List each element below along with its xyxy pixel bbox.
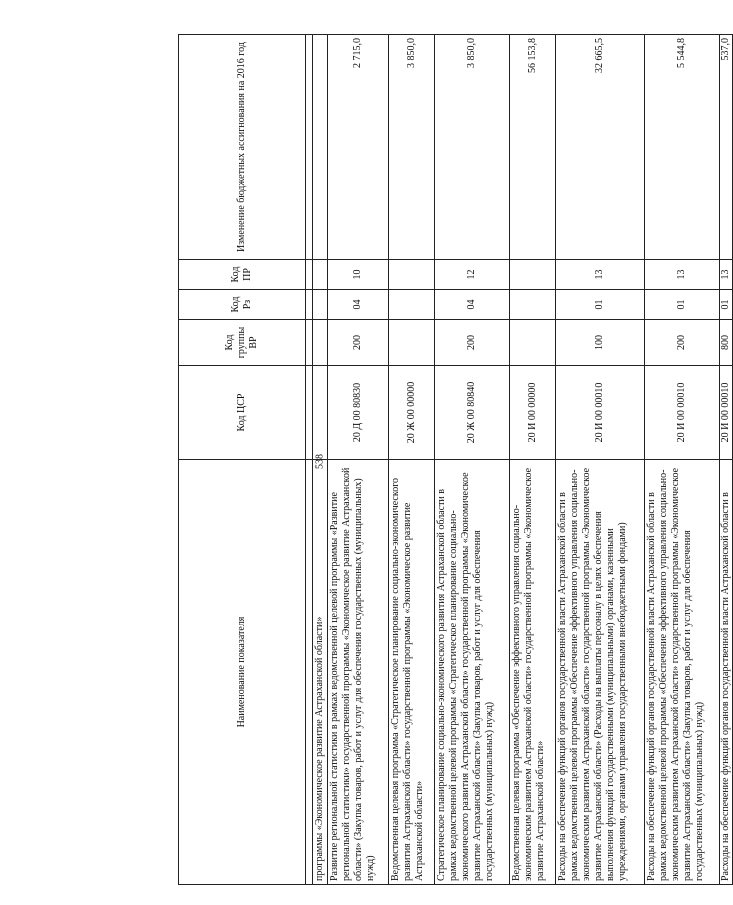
row-name: Расходы на обеспечение функций органов государственной власти Астраханской области в рамках ведомственной целевой программы «Обеспечение эффективного управления социально-экономическим развитием Астраханской области» государственной программы «Экономическое развитие Астраханской области» (Расходы на выплаты персоналу в целях обеспечения выполнения функций государственными (муниципальными) органами, казенными учреждениями, органами управления государственными внебюджетными фондами) bbox=[556, 460, 645, 885]
row-pr: 13 bbox=[720, 260, 733, 290]
row-pr bbox=[313, 260, 328, 290]
row-vr: 800 bbox=[720, 320, 733, 366]
row-rz: 01 bbox=[556, 290, 645, 320]
header-pr: Код ПР bbox=[179, 260, 306, 290]
table-row bbox=[435, 35, 510, 885]
row-vr: 200 bbox=[645, 320, 720, 366]
row-name: программы «Экономическое развитие Астраханской области» bbox=[313, 460, 328, 885]
table-row bbox=[720, 35, 733, 885]
row-name: Развитие региональной статистики в рамках ведомственной целевой программы «Развитие региональной статистики» государственной программы «Экономическое развитие Астраханской области» (Закупка товаров, работ и услуг для обеспечения государственных (муниципальных) нужд) bbox=[328, 460, 389, 885]
header-rz: Код Рз bbox=[179, 290, 306, 320]
row-pr: 10 bbox=[328, 260, 389, 290]
row-vr bbox=[510, 320, 556, 366]
row-csr: 20 И 00 00000 bbox=[510, 366, 556, 460]
table-row bbox=[645, 35, 720, 885]
row-csr: 20 И 00 00010 bbox=[720, 366, 733, 460]
row-rz: 04 bbox=[328, 290, 389, 320]
header-vr: Код группы ВР bbox=[179, 320, 306, 366]
table-row bbox=[328, 35, 389, 885]
row-vr bbox=[389, 320, 435, 366]
table-row bbox=[313, 35, 328, 885]
row-amount: 3 850,0 bbox=[389, 35, 435, 260]
row-vr: 100 bbox=[556, 320, 645, 366]
table-row bbox=[389, 35, 435, 885]
table-row bbox=[510, 35, 556, 885]
row-pr bbox=[510, 260, 556, 290]
budget-table bbox=[178, 34, 733, 885]
row-vr: 200 bbox=[328, 320, 389, 366]
header-amount: Изменение бюджетных ассигнования на 2016 год bbox=[179, 35, 306, 260]
row-rz: 01 bbox=[720, 290, 733, 320]
row-vr bbox=[313, 320, 328, 366]
row-amount: 5 544,8 bbox=[645, 35, 720, 260]
row-rz: 04 bbox=[435, 290, 510, 320]
row-name: Ведомственная целевая программа «Стратегическое планирование социально-экономического развития Астраханской области» государственной программы «Экономическое развитие Астраханской области» bbox=[389, 460, 435, 885]
row-csr: 20 И 00 00010 bbox=[645, 366, 720, 460]
row-name: Ведомственная целевая программа «Обеспечение эффективного управления социально-экономическим развитием Астраханской области» государственной программы «Экономическое развитие Астраханской области» bbox=[510, 460, 556, 885]
header-name: Наименование показателя bbox=[179, 460, 306, 885]
table-header-row bbox=[179, 35, 306, 885]
row-csr bbox=[313, 366, 328, 460]
row-rz bbox=[389, 290, 435, 320]
page-number: 538 bbox=[314, 454, 326, 469]
table-row bbox=[556, 35, 645, 885]
row-name: Стратегическое планирование социально-экономического развития Астраханской области в рамках ведомственной целевой программы «Стратегическое планирование социально-экономического развития Астраханской области» государственной программы «Экономическое развитие Астраханской области» (Закупка товаров, работ и услуг для обеспечения государственных (муниципальных) нужд) bbox=[435, 460, 510, 885]
row-csr: 20 Ж 00 00000 bbox=[389, 366, 435, 460]
row-amount bbox=[313, 35, 328, 260]
row-amount: 3 850,0 bbox=[435, 35, 510, 260]
row-amount: 56 153,8 bbox=[510, 35, 556, 260]
row-rz bbox=[313, 290, 328, 320]
row-csr: 20 И 00 00010 bbox=[556, 366, 645, 460]
row-pr bbox=[389, 260, 435, 290]
row-amount: 32 665,5 bbox=[556, 35, 645, 260]
row-pr: 13 bbox=[556, 260, 645, 290]
row-name: Расходы на обеспечение функций органов государственной власти Астраханской области в рамках ведомственной целевой программы «Обеспечение эффективного управления социально-экономическим развитием Астраханской области» государственной программы «Экономическое развитие Астраханской области» (Закупка товаров, работ и услуг для обеспечения государственных (муниципальных) нужд) bbox=[645, 460, 720, 885]
row-amount: 537,0 bbox=[720, 35, 733, 260]
row-rz: 01 bbox=[645, 290, 720, 320]
budget-table-rotated bbox=[178, 35, 731, 885]
row-csr: 20 Ж 00 80840 bbox=[435, 366, 510, 460]
row-name: Расходы на обеспечение функций органов государственной власти Астраханской области в bbox=[720, 460, 733, 885]
row-vr: 200 bbox=[435, 320, 510, 366]
row-csr: 20 Д 00 80830 bbox=[328, 366, 389, 460]
header-csr: Код ЦСР bbox=[179, 366, 306, 460]
row-rz bbox=[510, 290, 556, 320]
header-sub-row bbox=[306, 35, 313, 885]
row-amount: 2 715,0 bbox=[328, 35, 389, 260]
row-pr: 12 bbox=[435, 260, 510, 290]
row-pr: 13 bbox=[645, 260, 720, 290]
